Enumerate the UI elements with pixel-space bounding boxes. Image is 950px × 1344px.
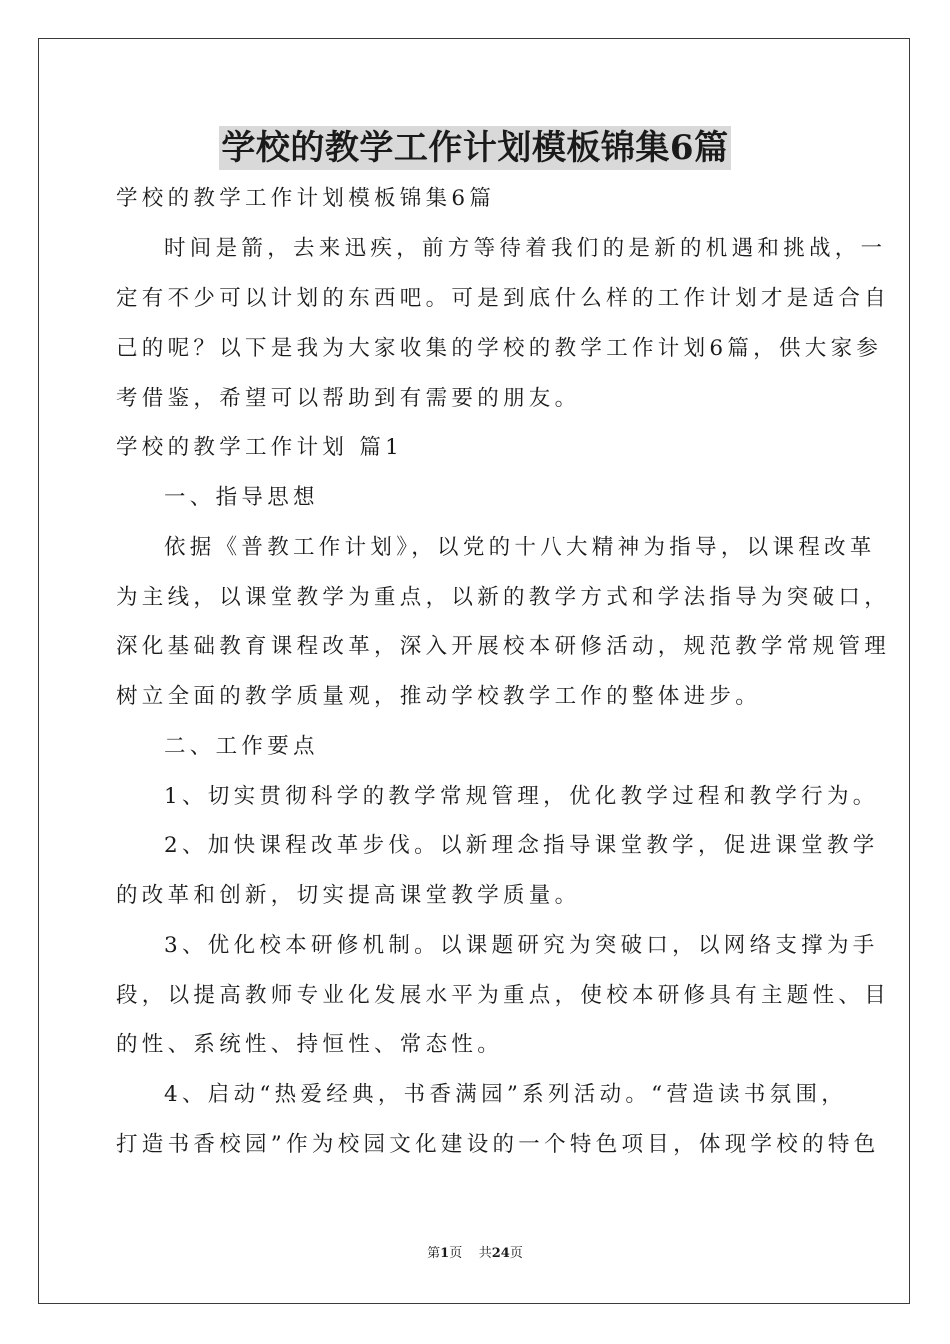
paragraph-line: 为主线，以课堂教学为重点，以新的教学方式和学法指导为突破口， — [116, 585, 891, 610]
paragraph-line: 深化基础教育课程改革，深入开展校本研修活动，规范教学常规管理 — [116, 634, 891, 659]
footer-label: 页 — [509, 1246, 523, 1261]
paragraph-line: 树立全面的教学质量观，推动学校教学工作的整体进步。 — [116, 684, 762, 709]
list-item-continuation: 的改革和创新，切实提高课堂教学质量。 — [116, 883, 581, 908]
list-item: 4、启动“热爱经典，书香满园”系列活动。“营造读书氛围， — [164, 1082, 848, 1107]
paragraph-line: 依据《普教工作计划》，以党的十八大精神为指导，以课程改革 — [164, 535, 876, 560]
list-item-continuation: 段，以提高教师专业化发展水平为重点，使校本研修具有主题性、目 — [116, 983, 891, 1008]
list-item: 3、优化校本研修机制。以课题研究为突破口，以网络支撑为手 — [164, 933, 879, 958]
current-page-number: 1 — [440, 1246, 450, 1261]
list-item: 1、切实贯彻科学的教学常规管理，优化教学过程和教学行为。 — [164, 784, 879, 809]
paragraph-line: 时间是箭，去来迅疾，前方等待着我们的是新的机遇和挑战，一 — [164, 236, 887, 261]
paragraph-line: 己的呢？以下是我为大家收集的学校的教学工作计划6篇，供大家参 — [116, 336, 883, 361]
footer-label: 页 共 — [449, 1246, 492, 1261]
subsection-heading: 二、工作要点 — [164, 734, 319, 759]
list-item-continuation: 的性、系统性、持恒性、常态性。 — [116, 1032, 504, 1057]
document-title: 学校的教学工作计划模板锦集6篇 — [221, 128, 729, 168]
page-footer — [0, 1245, 950, 1263]
subsection-heading: 一、指导思想 — [164, 485, 319, 510]
paragraph-line: 定有不少可以计划的东西吧。可是到底什么样的工作计划才是适合自 — [116, 286, 891, 311]
section-heading: 学校的教学工作计划 篇1 — [116, 435, 404, 460]
list-item: 2、加快课程改革步伐。以新理念指导课堂教学，促进课堂教学 — [164, 833, 879, 858]
page-border — [38, 38, 910, 1304]
paragraph-line: 考借鉴，希望可以帮助到有需要的朋友。 — [116, 386, 581, 411]
title-container — [0, 126, 950, 170]
total-pages-number: 24 — [491, 1246, 510, 1261]
list-item-continuation: 打造书香校园”作为校园文化建设的一个特色项目，体现学校的特色 — [116, 1132, 880, 1157]
footer-label: 第 — [427, 1246, 441, 1261]
subtitle-line: 学校的教学工作计划模板锦集6篇 — [116, 186, 496, 211]
